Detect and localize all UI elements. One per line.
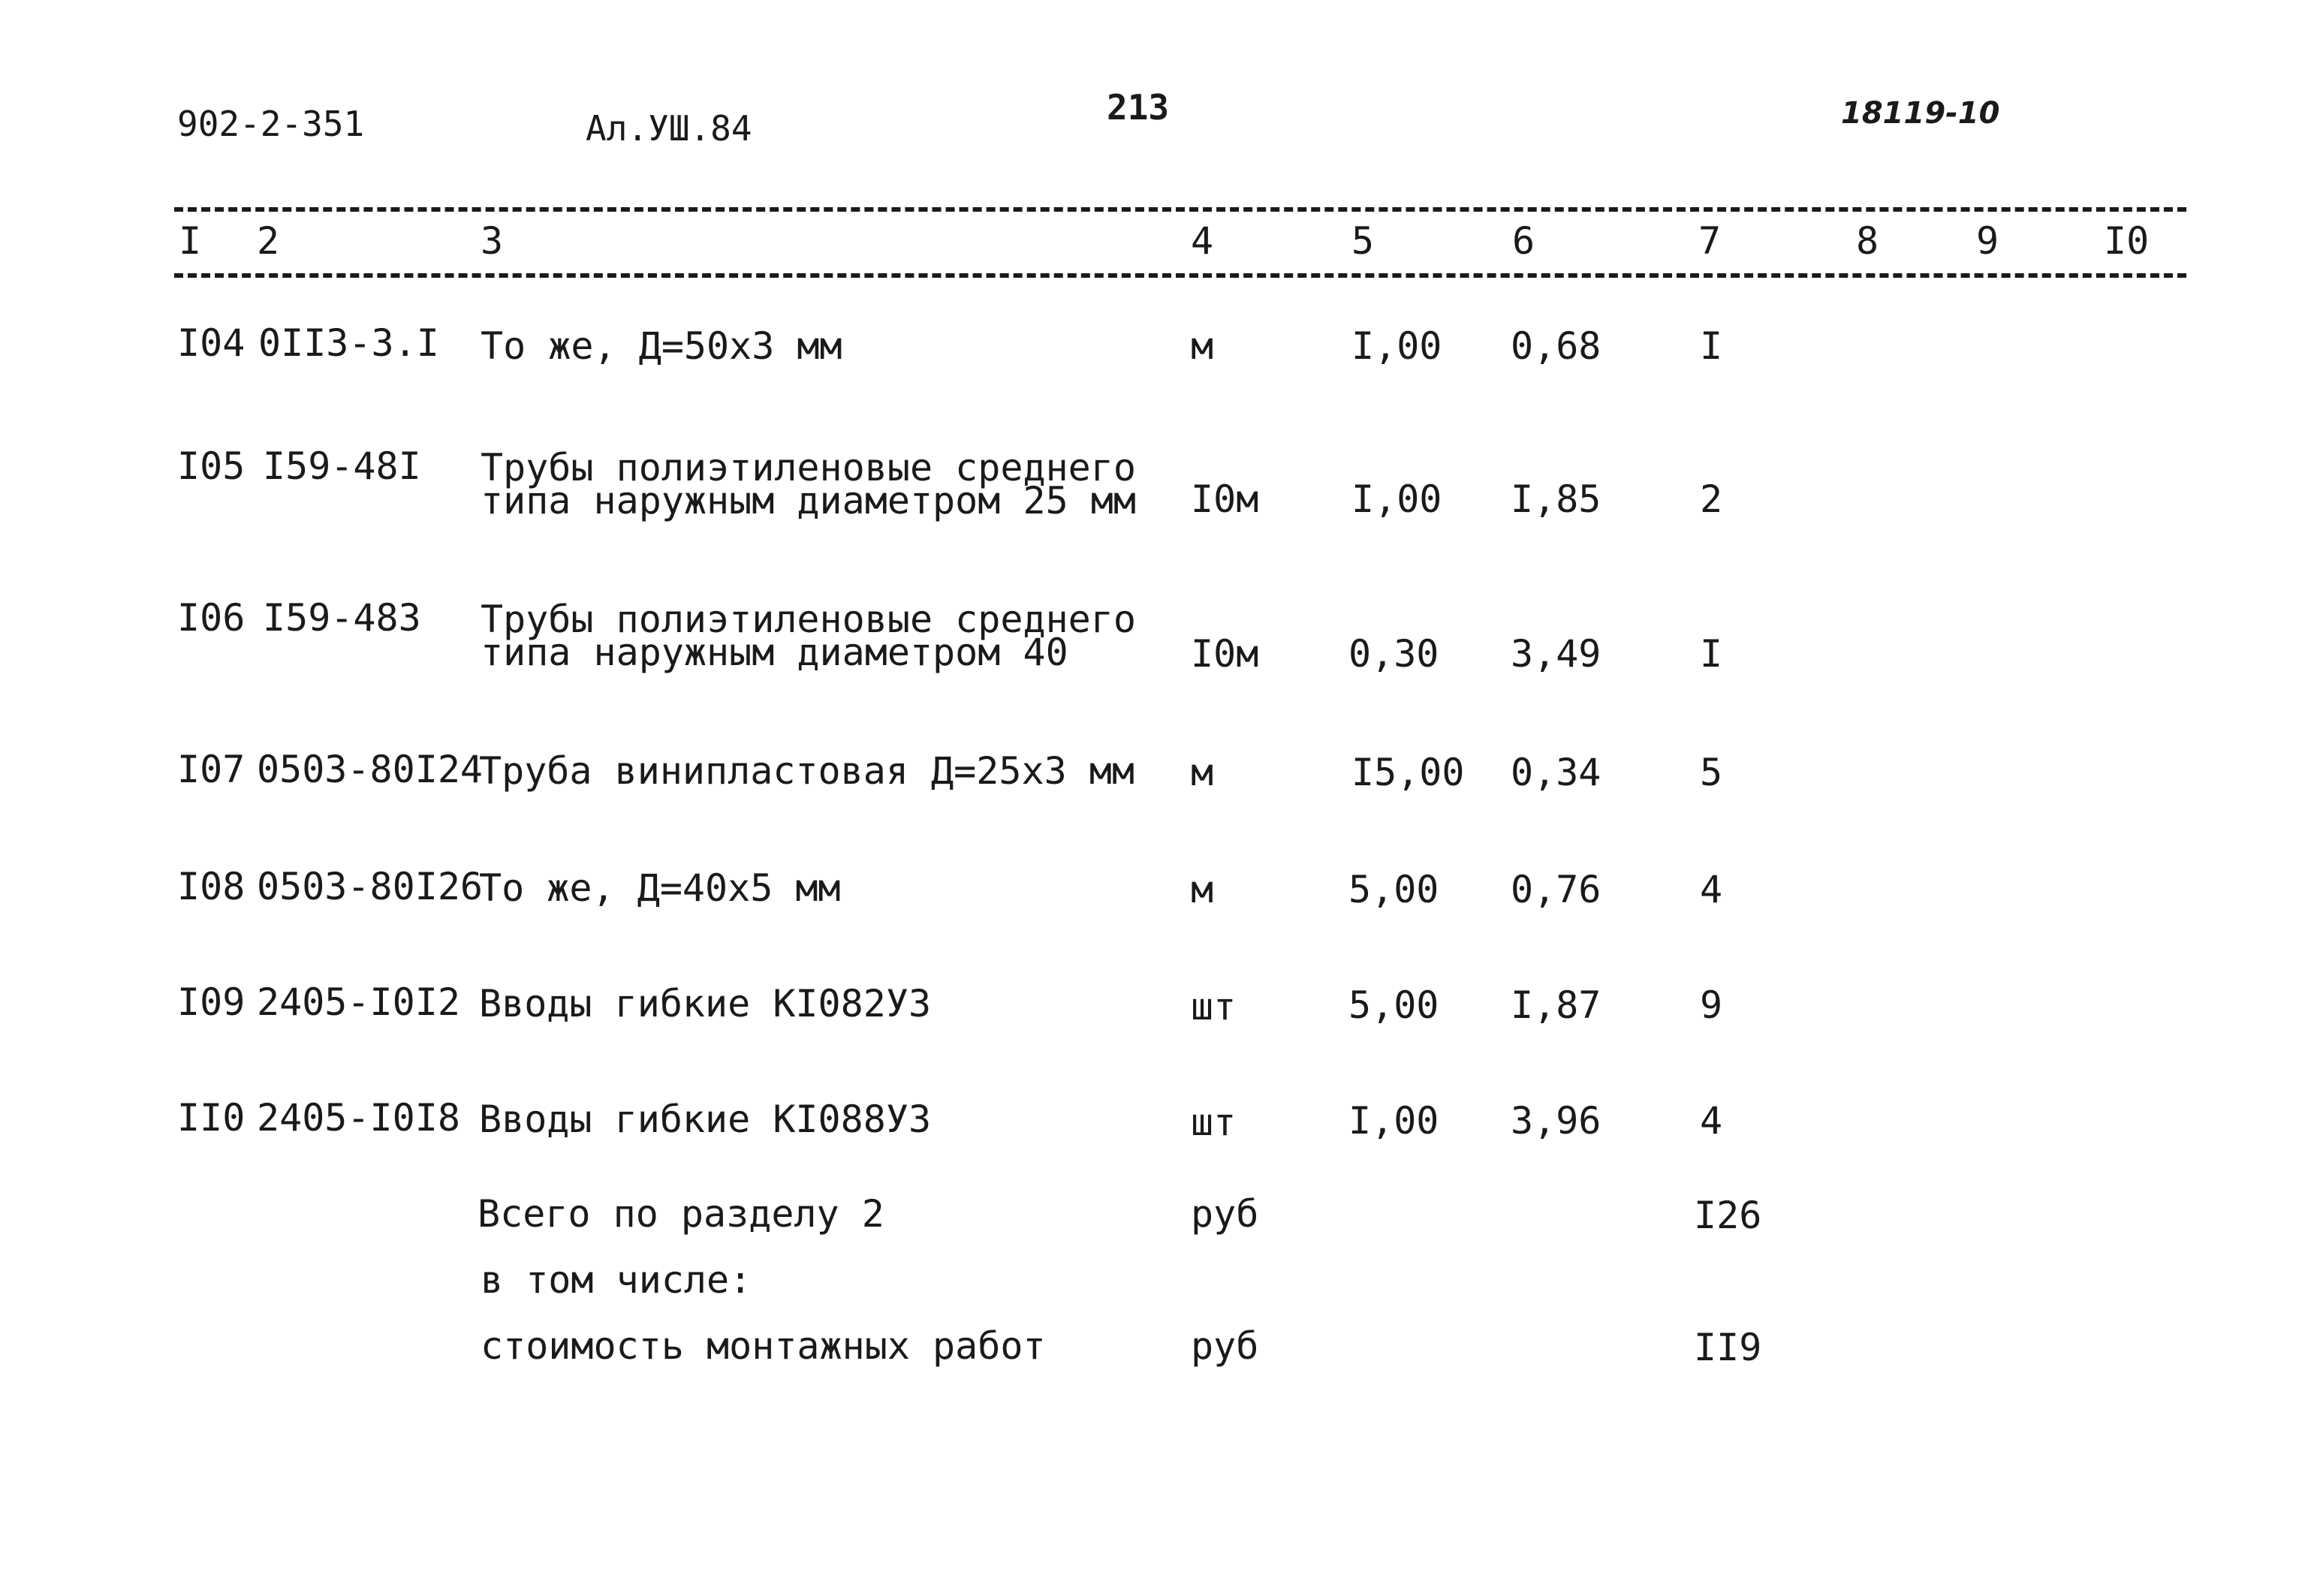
header-bottom-rule [174, 273, 2186, 278]
item-description: Вводы гибкие КI082У3 [479, 982, 932, 1025]
unit-price: 0,68 [1511, 324, 1601, 368]
row-number: I09 [177, 980, 246, 1024]
unit-price: 0,34 [1511, 751, 1601, 794]
col-number-5: 5 [1351, 219, 1375, 263]
row-number: I06 [177, 596, 246, 640]
item-description: То же, Д=40х5 мм [479, 866, 841, 910]
col-number-10: I0 [2104, 219, 2150, 263]
unit: м [1191, 751, 1214, 794]
unit-price: 3,49 [1511, 632, 1601, 676]
price-code: 0II3-3.I [258, 321, 439, 365]
quantity: I,00 [1351, 477, 1442, 521]
quantity: I,00 [1351, 324, 1442, 368]
total: 2 [1700, 477, 1723, 521]
price-code: 0503-80I24 [257, 748, 484, 791]
row-number: I07 [177, 748, 246, 791]
row-number: II0 [177, 1096, 246, 1140]
summary-installation-value: II9 [1694, 1326, 1762, 1369]
archive-stamp: 18119-10 [1841, 96, 2000, 131]
price-code: 2405-I0I2 [257, 980, 460, 1024]
total: I [1700, 632, 1723, 676]
col-number-2: 2 [257, 219, 280, 263]
header-top-rule [174, 207, 2186, 212]
unit-price: I,85 [1511, 477, 1601, 521]
col-number-9: 9 [1976, 219, 1999, 263]
col-number-4: 4 [1191, 219, 1214, 263]
page-number: 213 [1107, 87, 1170, 128]
item-description: Труба винипластовая Д=25х3 мм [479, 749, 1134, 793]
price-code: I59-483 [263, 596, 421, 640]
total: I [1700, 324, 1723, 368]
summary-including-label: в том числе: [481, 1258, 752, 1302]
quantity: I5,00 [1351, 751, 1465, 794]
unit: шт [1191, 985, 1237, 1028]
item-description: Трубы полиэтиленовые среднего [481, 598, 1136, 641]
total: 9 [1700, 983, 1723, 1027]
summary-total-unit: руб [1191, 1192, 1259, 1236]
price-code: 2405-I0I8 [257, 1096, 460, 1140]
summary-total-value: I26 [1694, 1194, 1762, 1237]
quantity: I,00 [1348, 1099, 1439, 1143]
unit: м [1191, 868, 1214, 911]
row-number: I04 [177, 321, 246, 365]
col-number-1: I [179, 219, 202, 263]
unit-price: 0,76 [1511, 868, 1601, 911]
col-number-8: 8 [1856, 219, 1879, 263]
item-description: Трубы полиэтиленовые среднего [481, 446, 1136, 489]
price-code: 0503-80I26 [257, 865, 484, 908]
item-description-line-2: типа наружным диаметром 40 [481, 631, 1068, 674]
row-number: I08 [177, 865, 246, 908]
total: 5 [1700, 751, 1723, 794]
total: 4 [1700, 1099, 1723, 1143]
price-code: I59-48I [263, 444, 421, 488]
summary-total-label: Всего по разделу 2 [478, 1192, 884, 1236]
quantity: 0,30 [1348, 632, 1439, 676]
unit: I0м [1191, 632, 1259, 676]
unit: шт [1191, 1101, 1237, 1144]
col-number-6: 6 [1512, 219, 1535, 263]
album-code: Ал.УШ.84 [586, 108, 752, 149]
quantity: 5,00 [1348, 983, 1439, 1027]
item-description: Вводы гибкие КI088У3 [479, 1098, 932, 1141]
summary-installation-label: стоимость монтажных работ [481, 1324, 1046, 1368]
item-description: То же, Д=50х3 мм [481, 324, 842, 368]
unit-price: I,87 [1511, 983, 1601, 1027]
unit: I0м [1191, 477, 1259, 521]
row-number: I05 [177, 444, 246, 488]
unit: м [1191, 324, 1214, 368]
col-number-7: 7 [1698, 219, 1722, 263]
summary-installation-unit: руб [1191, 1324, 1259, 1368]
total: 4 [1700, 868, 1723, 911]
col-number-3: 3 [481, 219, 504, 263]
quantity: 5,00 [1348, 868, 1439, 911]
project-code: 902-2-351 [177, 104, 365, 144]
unit-price: 3,96 [1511, 1099, 1601, 1143]
item-description-line-2: типа наружным диаметром 25 мм [481, 479, 1136, 522]
